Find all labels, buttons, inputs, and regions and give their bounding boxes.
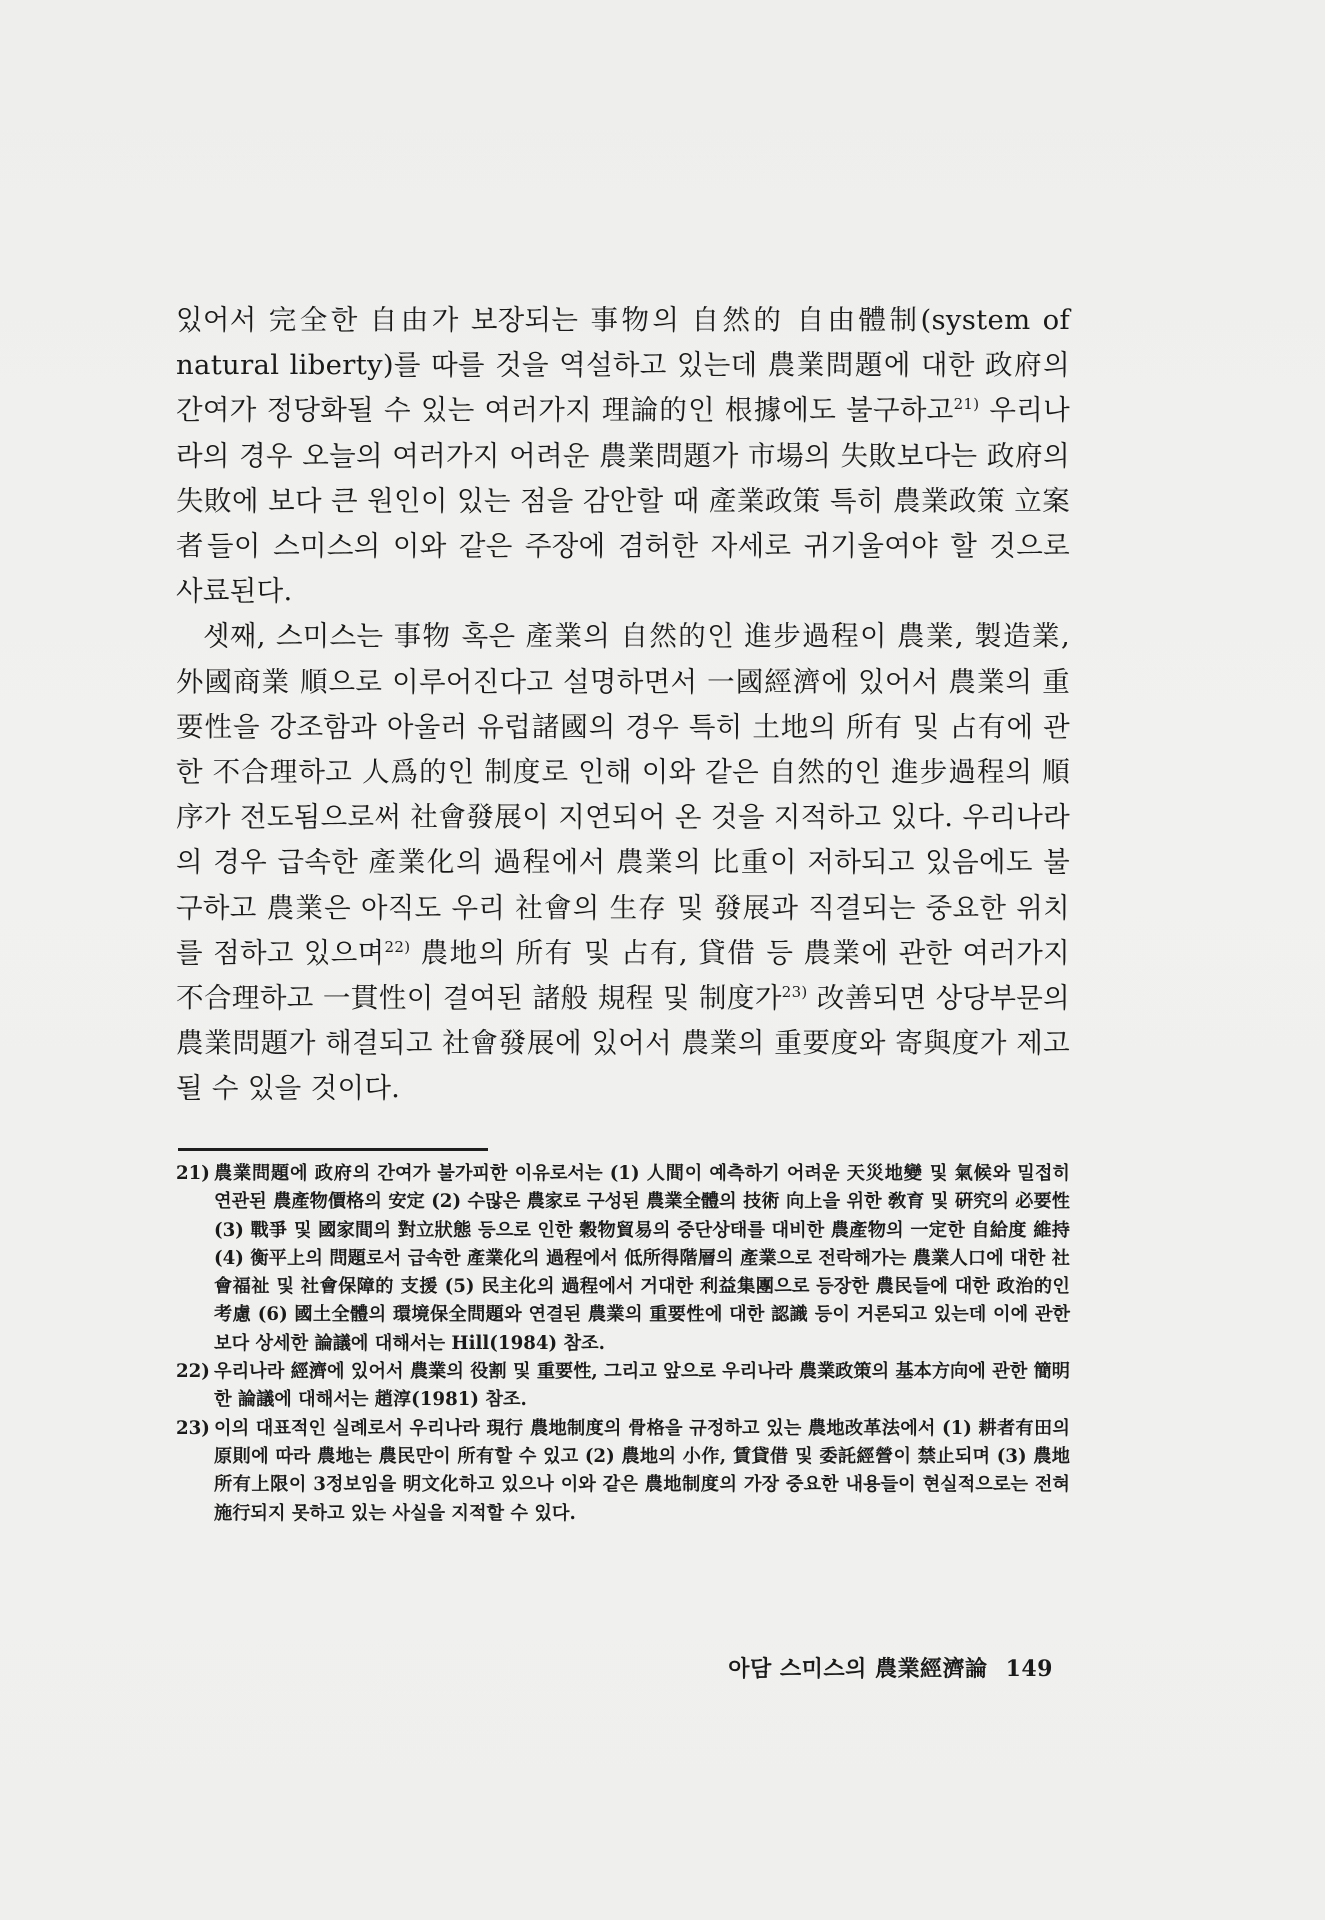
footnote-text: 農業問題에 政府의 간여가 불가피한 이유로서는 (1) 人間이 예측하기 어려운 天災地變 및 氣候와 밀접히 연관된 農產物價格의 安定 (2) 수많은 農家로 구성된 農業全體의 技術 向上을 위한 敎育 및 硏究의 必要性 (3) 戰爭 및 國家間의 對立狀態 등으로 인한 穀物貿易의 중단상태를 대비한 農產物의 一定한 自給度 維持 (4) 衡平上의 問題로서 급속한 產業化의 過程에서 低所得階層의 產業으로 전락해가는 農業人口에 대한 社會福祉 및 社會保障的 支援 (5) 民主化의 過程에서 거대한 利益集團으로 등장한 農民들에 대한 政治的인 考慮 (6) 國土全體의 環境保全問題와 연결된 農業의 重要性에 대한 認識 등이 거론되고 있는데 이에 관한 보다 상세한 論議에 대해서는 Hill(1984) 참조. xyxy=(214,1163,1070,1354)
footnote-text: 이의 대표적인 실례로서 우리나라 現行 農地制度의 骨格을 규정하고 있는 農地改革法에서 (1) 耕者有田의 原則에 따라 農地는 農民만이 所有할 수 있고 (2) 農地의 小作, 賃貸借 및 委託經營이 禁止되며 (3) 農地所有上限이 3정보임을 明文化하고 있으나 이와 같은 農地制度의 가장 중요한 내용들이 현실적으로는 전혀 施行되지 못하고 있는 사실을 지적할 수 있다. xyxy=(214,1417,1070,1524)
paragraph-2-part-a: 셋째, 스미스는 事物 혹은 產業의 自然的인 進步過程이 農業, 製造業, 外國商業 順으로 이루어진다고 설명하면서 一國經濟에 있어서 農業의 重要性을 강조함과 아울러 유럽諸國의 경우 특히 土地의 所有 및 占有에 관한 不合理하고 人爲的인 制度로 인해 이와 같은 自然的인 進步過程의 順序가 전도됨으로써 社會發展이 지연되어 온 것을 지적하고 있다. 우리나라의 경우 급속한 產業化의 過程에서 農業의 比重이 저하되고 있음에도 불구하고 農業은 아직도 우리 社會의 生存 및 發展과 직결되는 중요한 위치를 점하고 있으며 xyxy=(176,620,1070,969)
running-title: 아담 스미스의 農業經濟論 xyxy=(728,1656,988,1682)
page-number: 149 xyxy=(1005,1656,1053,1682)
footnote-21 xyxy=(176,1160,1070,1358)
footnote-22 xyxy=(176,1358,1070,1415)
paragraph-1-part-a: 있어서 完全한 自由가 보장되는 事物의 自然的 自由體制(system of natural liberty)를 따를 것을 역설하고 있는데 農業問題에 대한 政府의 간여가 정당화될 수 있는 여러가지 理論的인 根據에도 불구하고 xyxy=(176,304,1070,427)
footnote-text: 우리나라 經濟에 있어서 農業의 役割 및 重要性, 그리고 앞으로 우리나라 農業政策의 基本方向에 관한 簡明한 論議에 대해서는 趙淳(1981) 참조. xyxy=(214,1361,1070,1411)
paragraph-1 xyxy=(176,298,1070,614)
footnote-ref-21: 21) xyxy=(953,395,980,414)
paragraph-2-part-c: 改善되면 상당부문의 農業問題가 해결되고 社會發展에 있어서 農業의 重要度와 寄與度가 제고될 수 있을 것이다. xyxy=(176,982,1070,1105)
footnote-ref-23: 23) xyxy=(781,982,808,1001)
body-text xyxy=(176,298,1070,1112)
footnote-number: 23) xyxy=(176,1417,210,1439)
footnote-divider xyxy=(178,1148,488,1151)
footnotes xyxy=(176,1160,1070,1528)
footnote-ref-22: 22) xyxy=(384,937,411,956)
footnote-number: 22) xyxy=(176,1361,210,1383)
footnote-23 xyxy=(176,1415,1070,1528)
paragraph-1-part-b: 우리나라의 경우 오늘의 여러가지 어려운 農業問題가 市場의 失敗보다는 政府의 失敗에 보다 큰 원인이 있는 점을 감안할 때 產業政策 특히 農業政策 立案者들이 스미스의 이와 같은 주장에 겸허한 자세로 귀기울여야 할 것으로 사료된다. xyxy=(176,394,1070,608)
paragraph-2 xyxy=(176,614,1070,1111)
running-footer xyxy=(728,1652,1053,1683)
footnote-number: 21) xyxy=(176,1163,210,1184)
paragraph-2-part-b: 農地의 所有 및 占有, 貸借 등 農業에 관한 여러가지 不合理하고 一貫性이 결여된 諸般 規程 및 制度가 xyxy=(176,936,1070,1015)
